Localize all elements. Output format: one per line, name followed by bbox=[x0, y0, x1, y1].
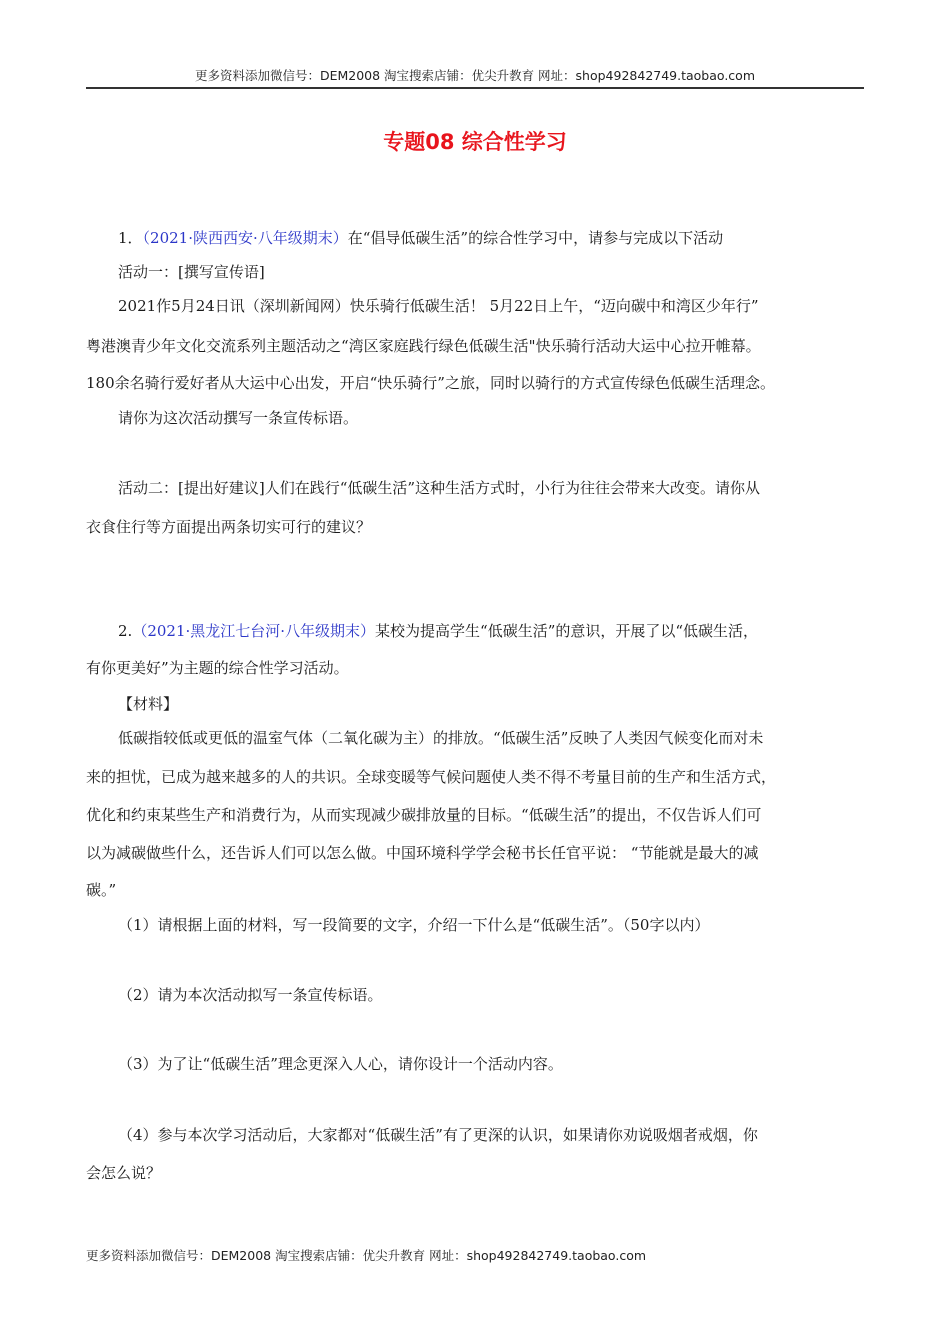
q1-task1: 请你为这次活动撰写一条宣传标语。 bbox=[118, 409, 359, 427]
q1-news-line: 2021作5月24日讯（深圳新闻网）快乐骑行低碳生活！ 5月22日上午，“迈向碳中和湾区少年行” bbox=[118, 297, 759, 315]
q1-activity1-title: 活动一：[撰写宣传语] bbox=[118, 263, 265, 281]
q2-material-line: 低碳指较低或更低的温室气体（二氧化碳为主）的排放。“低碳生活”反映了人类因气候变化而对未 bbox=[118, 729, 764, 747]
q2-sub-question-4: （4）参与本次学习活动后，大家都对“低碳生活”有了更深的认识，如果请你劝说吸烟者戒烟，你 bbox=[118, 1126, 758, 1144]
q2-material-label: 【材料】 bbox=[118, 695, 179, 713]
q2-material-line: 碳。” bbox=[86, 881, 117, 899]
q1-news-line: 180余名骑行爱好者从大运中心出发，开启“快乐骑行”之旅，同时以骑行的方式宣传绿色低碳生活理念。 bbox=[86, 374, 775, 392]
q2-sub-question-4: 会怎么说？ bbox=[86, 1164, 162, 1182]
q2-material-line: 优化和约束某些生产和消费行为，从而实现减少碳排放量的目标。“低碳生活”的提出，不仅告诉人们可 bbox=[86, 806, 762, 824]
q1-stem-text: 在“倡导低碳生活”的综合性学习中，请参与完成以下活动 bbox=[347, 229, 724, 247]
q2-stem: 有你更美好”为主题的综合性学习活动。 bbox=[86, 659, 349, 677]
page-header: 更多资料添加微信号：DEM2008 淘宝搜索店铺：优尖升教育 网址：shop492842749.taobao.com bbox=[194, 68, 756, 83]
q2-sub-question-3: （3）为了让“低碳生活”理念更深入人心，请你设计一个活动内容。 bbox=[118, 1055, 563, 1073]
q2-sub-question-2: （2）请为本次活动拟写一条宣传标语。 bbox=[118, 986, 383, 1004]
q1-activity2: 衣食住行等方面提出两条切实可行的建议？ bbox=[86, 518, 372, 536]
q1-activity2: 活动二：[提出好建议]人们在践行“低碳生活”这种生活方式时，小行为往往会带来大改变。请你从 bbox=[118, 479, 761, 497]
q1-number: 1． bbox=[118, 229, 143, 247]
page-footer: 更多资料添加微信号：DEM2008 淘宝搜索店铺：优尖升教育 网址：shop492842749.taobao.com bbox=[86, 1248, 647, 1263]
q2-number: 2. bbox=[118, 622, 133, 640]
q2-sub-question-1: （1）请根据上面的材料，写一段简要的文字，介绍一下什么是“低碳生活”。（50字以内） bbox=[118, 916, 710, 934]
q1-stem bbox=[118, 228, 908, 248]
q2-material-line: 以为减碳做些什么，还告诉人们可以怎么做。中国环境科学学会秘书长任官平说： “节能就是最大的减 bbox=[86, 844, 759, 862]
header-divider bbox=[86, 87, 864, 89]
q2-source: （2021·黑龙江七台河·八年级期末） bbox=[132, 622, 376, 640]
q2-stem-text: 某校为提高学生“低碳生活”的意识，开展了以“低碳生活， bbox=[375, 622, 759, 640]
page-title: 专题08 综合性学习 bbox=[383, 130, 567, 154]
q1-news-line: 粤港澳青少年文化交流系列主题活动之“湾区家庭践行绿色低碳生活"快乐骑行活动大运中心拉开帷幕。 bbox=[86, 337, 761, 355]
q1-source: （2021·陕西西安·八年级期末） bbox=[142, 229, 348, 247]
q2-stem bbox=[118, 621, 908, 641]
q2-material-line: 来的担忧，已成为越来越多的人的共识。全球变暖等气候问题使人类不得不考量目前的生产和生活方式， bbox=[86, 768, 777, 786]
